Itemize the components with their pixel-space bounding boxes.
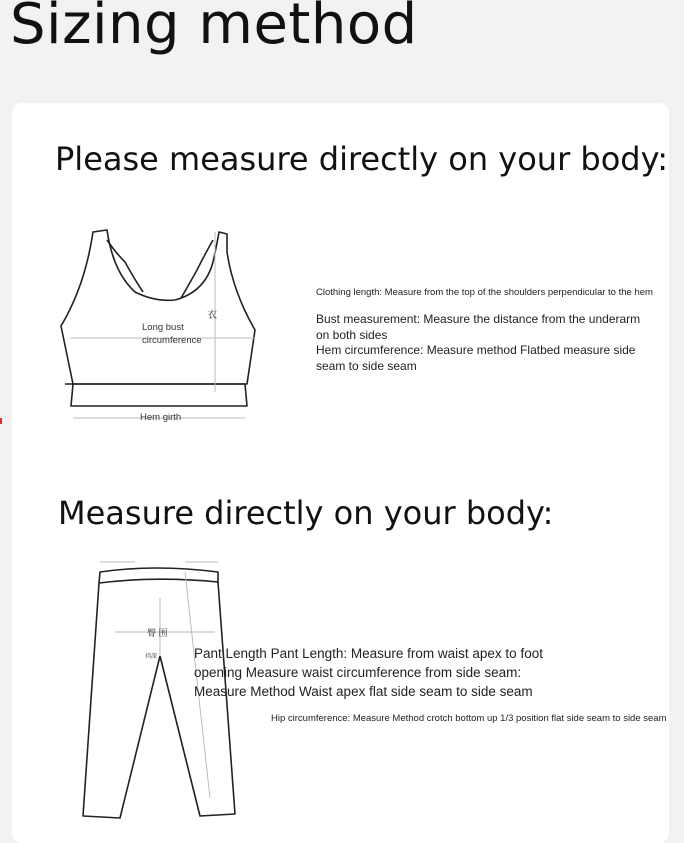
hip-circumference-note: Hip circumference: Measure Method crotch bottom up 1/3 position flat side seam to side seam: [271, 713, 667, 724]
page-title: Sizing method: [10, 0, 418, 57]
bottom-section-heading: Measure directly on your body:: [58, 494, 554, 532]
rise-label: 裆深: [145, 654, 158, 660]
hip-label: 臀 围: [147, 628, 168, 638]
bust-label-line1: Long bust circumference: [142, 322, 202, 346]
hem-circumference-note: Hem circumference: Measure method Flatbed measure side seam to side seam: [316, 343, 636, 373]
length-label: 衣: [207, 310, 217, 321]
top-section-heading: Please measure directly on your body:: [55, 140, 668, 178]
pant-length-note: Pant Length Pant Length: Measure from waist apex to foot opening Measure waist circumference from side seam: Measure Method Waist apex flat side seam to side seam: [194, 646, 543, 699]
clothing-length-note: Clothing length: Measure from the top of the shoulders perpendicular to the hem: [316, 287, 653, 298]
edge-mark: [0, 418, 2, 424]
bust-measurement-note: Bust measurement: Measure the distance from the underarm on both sides: [316, 312, 641, 342]
hem-label: Hem girth: [140, 412, 182, 423]
sports-bra-diagram: [55, 222, 275, 432]
